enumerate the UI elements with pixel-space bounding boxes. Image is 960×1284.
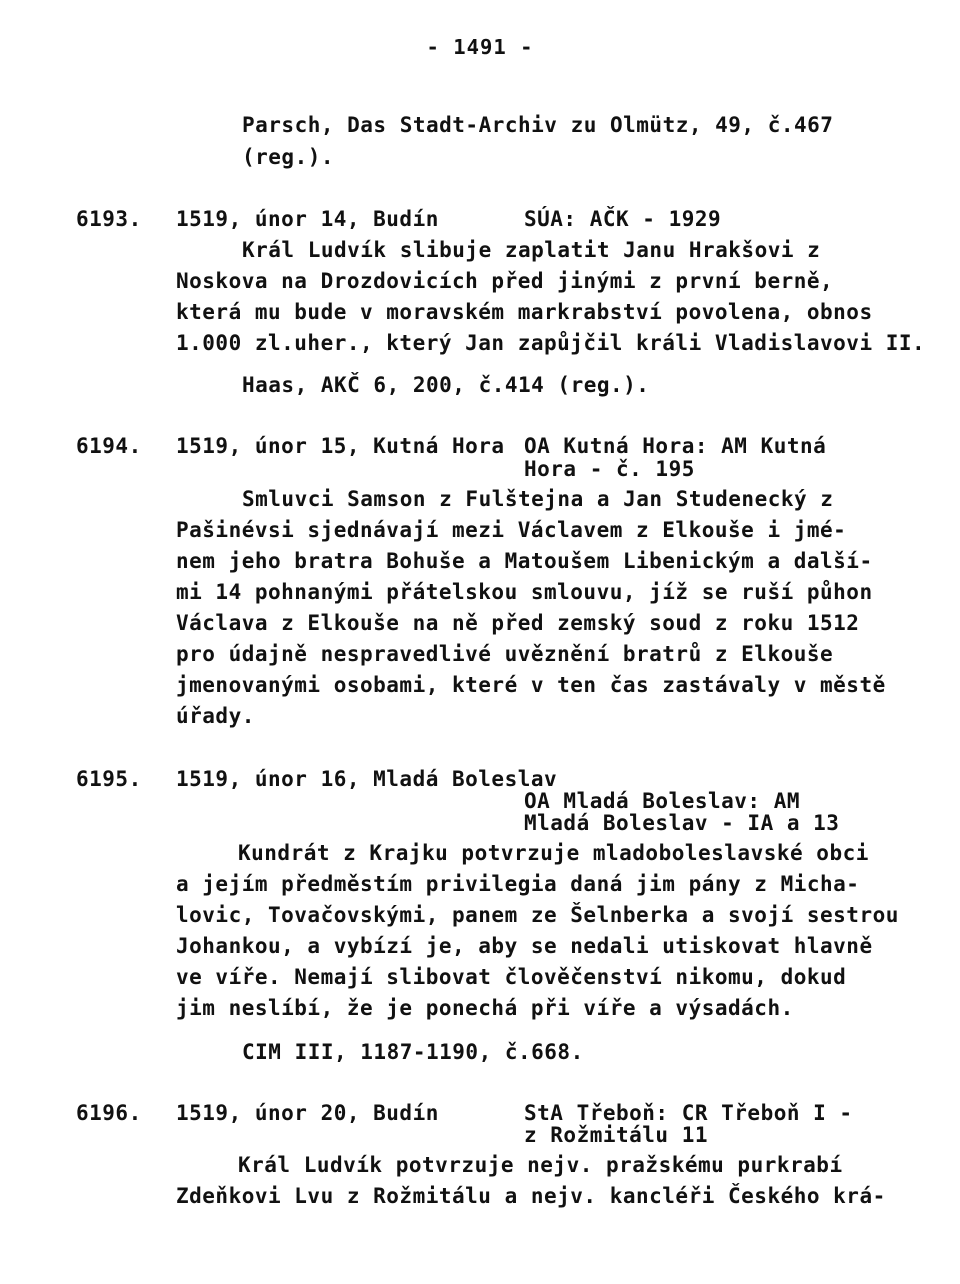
entry-source: SÚA: AČK - 1929: [524, 207, 722, 231]
entry-number: 6194.: [76, 434, 142, 458]
entry-text-line: Noskova na Drozdovicích před jinými z první berně,: [176, 269, 834, 293]
entry-text-line: pro údajně nespravedlivé uvěznění bratrů z Elkouše: [176, 642, 834, 666]
entry-text-line: úřady.: [176, 704, 255, 728]
entry-text-line: jmenovanými osobami, které v ten čas zastávaly v městě: [176, 673, 886, 697]
entry-date-place: 1519, únor 14, Budín: [176, 207, 439, 231]
entry-text-line: a jejím předměstím privilegia daná jim pány z Micha-: [176, 872, 860, 896]
preamble-citation-line: Parsch, Das Stadt-Archiv zu Olmütz, 49, č.467: [242, 113, 834, 137]
entry-text-line: Smluvci Samson z Fulštejna a Jan Studenecký z: [242, 487, 834, 511]
entry-source: Mladá Boleslav - IA a 13: [524, 811, 840, 835]
entry-text-line: Král Ludvík potvrzuje nejv. pražskému purkrabí: [238, 1153, 843, 1177]
entry-text-line: Král Ludvík slibuje zaplatit Janu Hrakšovi z: [242, 238, 821, 262]
preamble-citation-line: (reg.).: [242, 145, 335, 169]
entry-source: StA Třeboň: CR Třeboň I -: [524, 1101, 853, 1125]
entry-source: Hora - č. 195: [524, 457, 695, 481]
entry-text-line: nem jeho bratra Bohuše a Matoušem Libenickým a další-: [176, 549, 873, 573]
entry-text-line: ve víře. Nemají slibovat člověčenství nikomu, dokud: [176, 965, 847, 989]
entry-date-place: 1519, únor 20, Budín: [176, 1101, 439, 1125]
entry-citation: Haas, AKČ 6, 200, č.414 (reg.).: [242, 373, 650, 397]
entry-source: OA Kutná Hora: AM Kutná: [524, 434, 827, 458]
entry-citation: CIM III, 1187-1190, č.668.: [242, 1040, 584, 1064]
entry-text-line: Johankou, a vybízí je, aby se nedali utiskovat hlavně: [176, 934, 873, 958]
entry-date-place: 1519, únor 16, Mladá Boleslav: [176, 767, 558, 791]
entry-text-line: mi 14 pohnanými přátelskou smlouvu, jíž se ruší půhon: [176, 580, 873, 604]
entry-text-line: Václava z Elkouše na ně před zemský soud z roku 1512: [176, 611, 860, 635]
entry-number: 6195.: [76, 767, 142, 791]
entry-text-line: která mu bude v moravském markrabství povolena, obnos: [176, 300, 873, 324]
entry-number: 6193.: [76, 207, 142, 231]
entry-text-line: Kundrát z Krajku potvrzuje mladoboleslavské obci: [238, 841, 869, 865]
entry-source: OA Mladá Boleslav: AM: [524, 789, 801, 813]
entry-date-place: 1519, únor 15, Kutná Hora: [176, 434, 505, 458]
entry-source: z Rožmitálu 11: [524, 1123, 709, 1147]
entry-text-line: lovic, Tovačovskými, panem ze Šelnberka a svojí sestrou: [176, 903, 899, 927]
entry-number: 6196.: [76, 1101, 142, 1125]
entry-text-line: Zdeňkovi Lvu z Rožmitálu a nejv. kancléři Českého krá-: [176, 1184, 886, 1208]
entry-text-line: Pašinévsi sjednávají mezi Václavem z Elkouše i jmé-: [176, 518, 847, 542]
page-number: - 1491 -: [426, 35, 534, 59]
entry-text-line: 1.000 zl.uher., který Jan zapůjčil králi Vladislavovi II.: [176, 331, 926, 355]
entry-text-line: jim neslíbí, že je ponechá při víře a výsadách.: [176, 996, 794, 1020]
